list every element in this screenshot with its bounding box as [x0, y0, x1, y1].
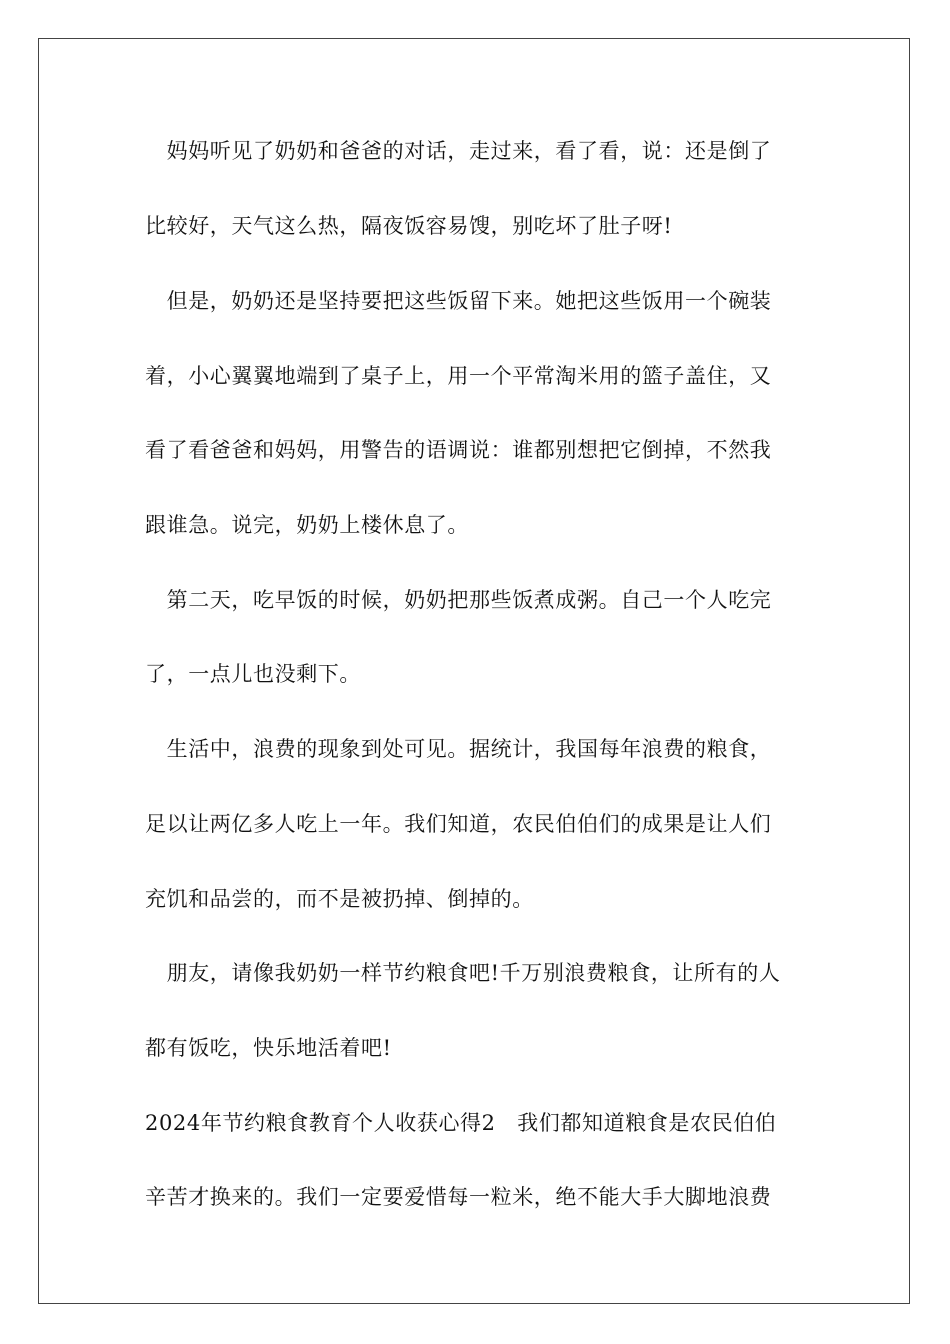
text-line: 足以让两亿多人吃上一年。我们知道，农民伯伯们的成果是让人们 [145, 812, 772, 836]
text-line: 第二天，吃早饭的时候，奶奶把那些饭煮成粥。自己一个人吃完 [145, 588, 772, 612]
text-line: 跟谁急。说完，奶奶上楼休息了。 [145, 513, 469, 537]
text-line: 朋友，请像我奶奶一样节约粮食吧!千万别浪费粮食，让所有的人 [145, 961, 781, 985]
text-line: 但是，奶奶还是坚持要把这些饭留下来。她把这些饭用一个碗装 [145, 289, 772, 313]
text-line: 充饥和品尝的，而不是被扔掉、倒掉的。 [145, 887, 534, 911]
text-line: 着，小心翼翼地端到了桌子上，用一个平常淘米用的篮子盖住，又 [145, 364, 772, 388]
section-heading-line: 2024年节约粮食教育个人收获心得2 我们都知道粮食是农民伯伯 [145, 1111, 777, 1135]
text-line: 都有饭吃，快乐地活着吧! [145, 1036, 392, 1060]
text-line: 生活中，浪费的现象到处可见。据统计，我国每年浪费的粮食， [145, 737, 772, 761]
text-line: 了，一点儿也没剩下。 [145, 662, 361, 686]
text-line: 妈妈听见了奶奶和爸爸的对话，走过来，看了看，说：还是倒了 [145, 139, 772, 163]
text-line: 看了看爸爸和妈妈，用警告的语调说：谁都别想把它倒掉，不然我 [145, 438, 772, 462]
text-line: 比较好，天气这么热，隔夜饭容易馊，别吃坏了肚子呀! [145, 214, 673, 238]
text-line: 辛苦才换来的。我们一定要爱惜每一粒米，绝不能大手大脚地浪费 [145, 1185, 772, 1209]
